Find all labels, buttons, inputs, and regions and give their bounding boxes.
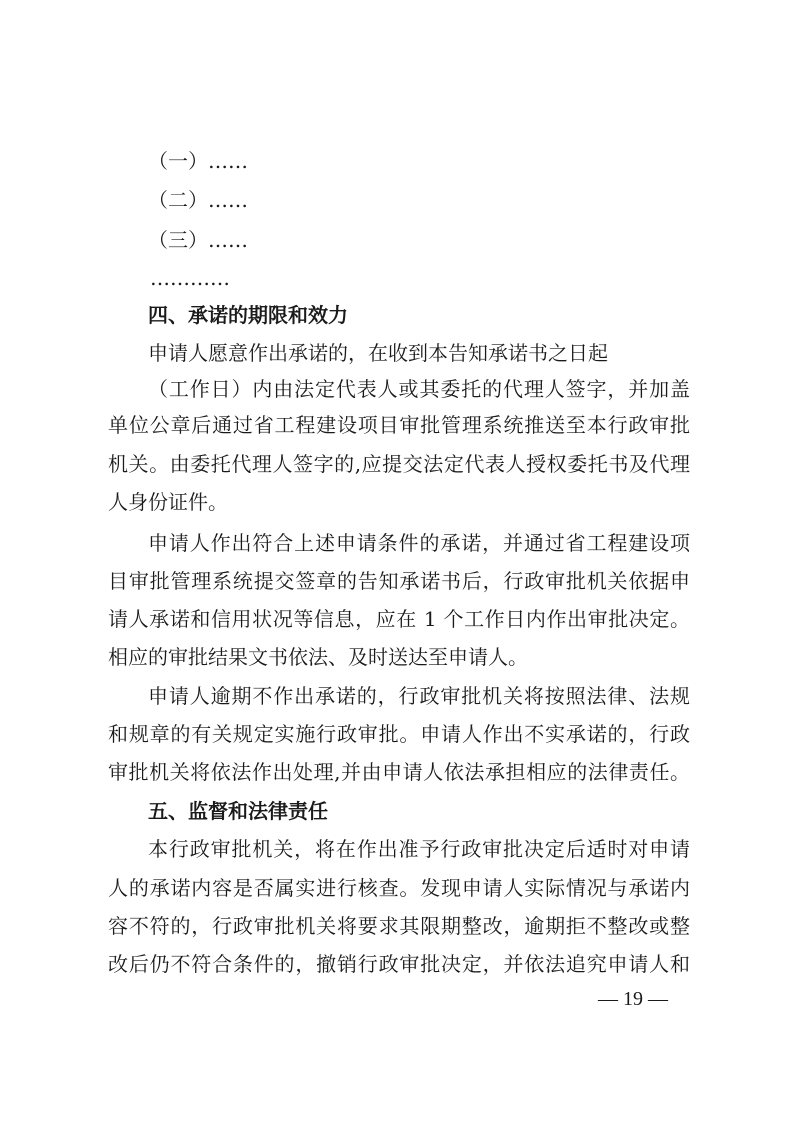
paragraph-line: 申请人愿意作出承诺的，在收到本告知承诺书之日起: [148, 341, 608, 365]
paragraph-line: 目审批管理系统提交签章的告知承诺书后，行政审批机关依据申: [108, 569, 690, 593]
paragraph-line: 机关。由委托代理人签字的,应提交法定代表人授权委托书及代理: [108, 452, 690, 476]
list-item-3: （三）……: [148, 228, 248, 252]
paragraph-line: 和规章的有关规定实施行政审批。申请人作出不实承诺的，行政: [108, 722, 690, 746]
list-ellipsis: …………: [150, 266, 230, 290]
paragraph-line: 改后仍不符合条件的，撤销行政审批决定，并依法追究申请人和: [108, 952, 690, 976]
paragraph-line: 申请人作出符合上述申请条件的承诺，并通过省工程建设项: [148, 531, 690, 555]
paragraph-line: 申请人逾期不作出承诺的，行政审批机关将按照法律、法规: [148, 684, 690, 708]
paragraph-line: 相应的审批结果文书依法、及时送达至申请人。: [108, 645, 528, 669]
paragraph-line: 容不符的，行政审批机关将要求其限期整改，逾期拒不整改或整: [108, 914, 690, 938]
page-number: — 19 —: [598, 988, 668, 1010]
paragraph-line: （工作日）内由法定代表人或其委托的代理人签字，并加盖: [148, 377, 690, 401]
section-heading-5: 五、监督和法律责任: [148, 799, 328, 823]
list-item-1: （一）……: [148, 149, 248, 173]
paragraph-line: 本行政审批机关，将在作出准予行政审批决定后适时对申请: [148, 837, 690, 861]
paragraph-line: 审批机关将依法作出处理,并由申请人依法承担相应的法律责任。: [108, 760, 690, 784]
paragraph-line: 单位公章后通过省工程建设项目审批管理系统推送至本行政审批: [108, 413, 690, 437]
section-heading-4: 四、承诺的期限和效力: [148, 303, 348, 327]
list-item-2: （二）……: [148, 188, 248, 212]
paragraph-line: 人身份证件。: [108, 490, 228, 514]
paragraph-line: 人的承诺内容是否属实进行核查。发现申请人实际情况与承诺内: [108, 876, 690, 900]
paragraph-line: 请人承诺和信用状况等信息，应在 1 个工作日内作出审批决定。: [108, 607, 690, 631]
